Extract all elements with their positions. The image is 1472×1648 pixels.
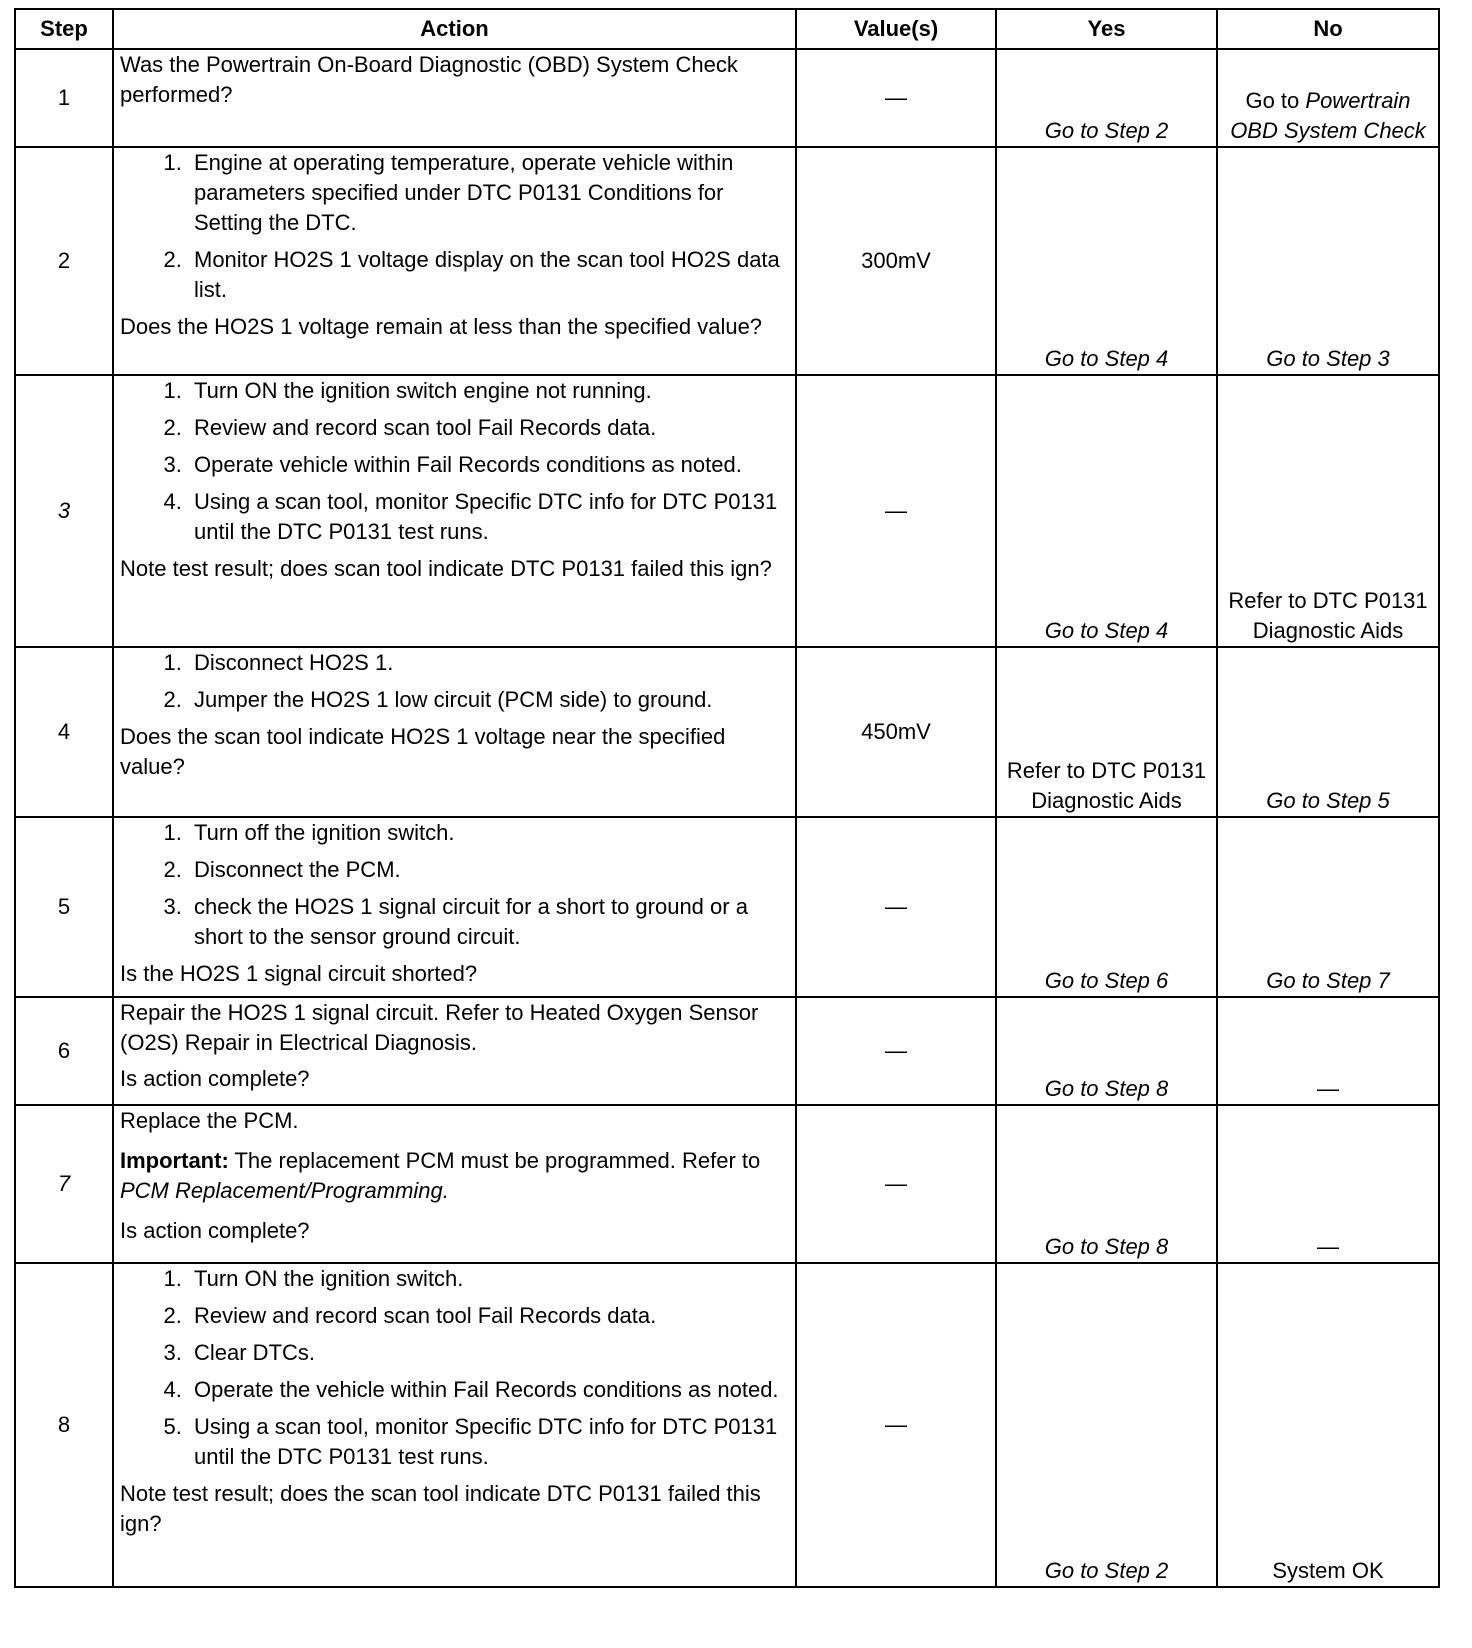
value-cell: — [796,1105,996,1263]
step-number: 4 [15,647,113,817]
list-item: 2. Jumper the HO2S 1 low circuit (PCM side) to ground. [188,685,789,715]
yes-cell: Refer to DTC P0131 Diagnostic Aids [996,647,1217,817]
value-cell: — [796,997,996,1105]
list-item: 1. Disconnect HO2S 1. [188,648,789,678]
header-no: No [1217,9,1439,49]
list-item: 1. Turn ON the ignition switch. [188,1264,789,1294]
table-row [15,997,1439,1105]
procedure-list [120,376,789,547]
action-question: Does the scan tool indicate HO2S 1 voltage near the specified value? [120,724,726,779]
list-item: 1. Turn ON the ignition switch engine not running. [188,376,789,406]
yes-cell: Go to Step 8 [996,1105,1217,1263]
action-question: Does the HO2S 1 voltage remain at less than the specified value? [120,314,763,339]
no-link: Powertrain OBD System Check [1230,88,1426,143]
step-number: 5 [15,817,113,997]
action-text: Replace the PCM. [120,1108,299,1133]
yes-cell: Go to Step 4 [996,375,1217,647]
no-prefix: Go to [1245,88,1300,113]
action-cell [113,997,796,1105]
action-cell [113,817,796,997]
table-row [15,1263,1439,1587]
no-cell: Go to Step 5 [1217,647,1439,817]
value-cell: — [796,1263,996,1587]
no-cell: Refer to DTC P0131 Diagnostic Aids [1217,375,1439,647]
list-item: 2. Review and record scan tool Fail Records data. [188,413,789,443]
header-yes: Yes [996,9,1217,49]
value-cell: — [796,817,996,997]
no-cell: System OK [1217,1263,1439,1587]
header-action: Action [113,9,796,49]
table-row [15,375,1439,647]
step-number: 6 [15,997,113,1105]
table-row [15,817,1439,997]
action-text: Was the Powertrain On-Board Diagnostic (OBD) System Check performed? [120,52,738,107]
value-cell: — [796,375,996,647]
list-item: 4. Using a scan tool, monitor Specific DTC info for DTC P0131 until the DTC P0131 test runs. [188,487,789,547]
list-item: 4. Operate the vehicle within Fail Records conditions as noted. [188,1375,789,1405]
yes-cell: Go to Step 6 [996,817,1217,997]
action-question: Note test result; does scan tool indicate DTC P0131 failed this ign? [120,556,772,581]
list-item: 1. Turn off the ignition switch. [188,818,789,848]
action-cell [113,375,796,647]
yes-cell: Go to Step 2 [996,1263,1217,1587]
yes-cell: Go to Step 8 [996,997,1217,1105]
value-cell: 300mV [796,147,996,375]
action-cell [113,147,796,375]
table-row [15,49,1439,147]
step-number: 2 [15,147,113,375]
procedure-list [120,648,789,715]
header-values: Value(s) [796,9,996,49]
step-number: 7 [15,1105,113,1263]
list-item: 3. Operate vehicle within Fail Records conditions as noted. [188,450,789,480]
table-row [15,1105,1439,1263]
list-item: 5. Using a scan tool, monitor Specific DTC info for DTC P0131 until the DTC P0131 test runs. [188,1412,789,1472]
important-text: The replacement PCM must be programmed. Refer to [234,1148,761,1173]
action-question: Is action complete? [120,1218,310,1243]
value-cell: — [796,49,996,147]
table-row [15,647,1439,817]
list-item: 3. check the HO2S 1 signal circuit for a short to ground or a short to the sensor ground circuit. [188,892,789,952]
action-cell [113,1263,796,1587]
no-cell: — [1217,997,1439,1105]
no-cell: — [1217,1105,1439,1263]
important-label: Important: [120,1148,229,1173]
action-cell [113,49,796,147]
list-item: 2. Monitor HO2S 1 voltage display on the scan tool HO2S data list. [188,245,789,305]
list-item: 1. Engine at operating temperature, operate vehicle within parameters specified under DTC P0131 Conditions for Setting the DTC. [188,148,789,238]
step-number: 8 [15,1263,113,1587]
diagnostic-table [14,8,1440,1588]
action-question: Is action complete? [120,1066,310,1091]
action-question: Is the HO2S 1 signal circuit shorted? [120,961,478,986]
procedure-list [120,148,789,305]
header-step: Step [15,9,113,49]
no-cell [1217,49,1439,147]
header-row [15,9,1439,49]
important-note [120,1146,789,1206]
yes-cell: Go to Step 4 [996,147,1217,375]
value-cell: 450mV [796,647,996,817]
procedure-list [120,818,789,952]
action-question: Note test result; does the scan tool indicate DTC P0131 failed this ign? [120,1481,761,1536]
procedure-list [120,1264,789,1472]
step-number: 1 [15,49,113,147]
list-item: 2. Disconnect the PCM. [188,855,789,885]
no-cell: Go to Step 7 [1217,817,1439,997]
step-number: 3 [15,375,113,647]
no-cell: Go to Step 3 [1217,147,1439,375]
list-item: 2. Review and record scan tool Fail Records data. [188,1301,789,1331]
action-cell [113,1105,796,1263]
yes-cell: Go to Step 2 [996,49,1217,147]
table-row [15,147,1439,375]
action-cell [113,647,796,817]
important-link: PCM Replacement/Programming. [120,1178,449,1203]
list-item: 3. Clear DTCs. [188,1338,789,1368]
action-text: Repair the HO2S 1 signal circuit. Refer to Heated Oxygen Sensor (O2S) Repair in Electrical Diagnosis. [120,1000,759,1055]
